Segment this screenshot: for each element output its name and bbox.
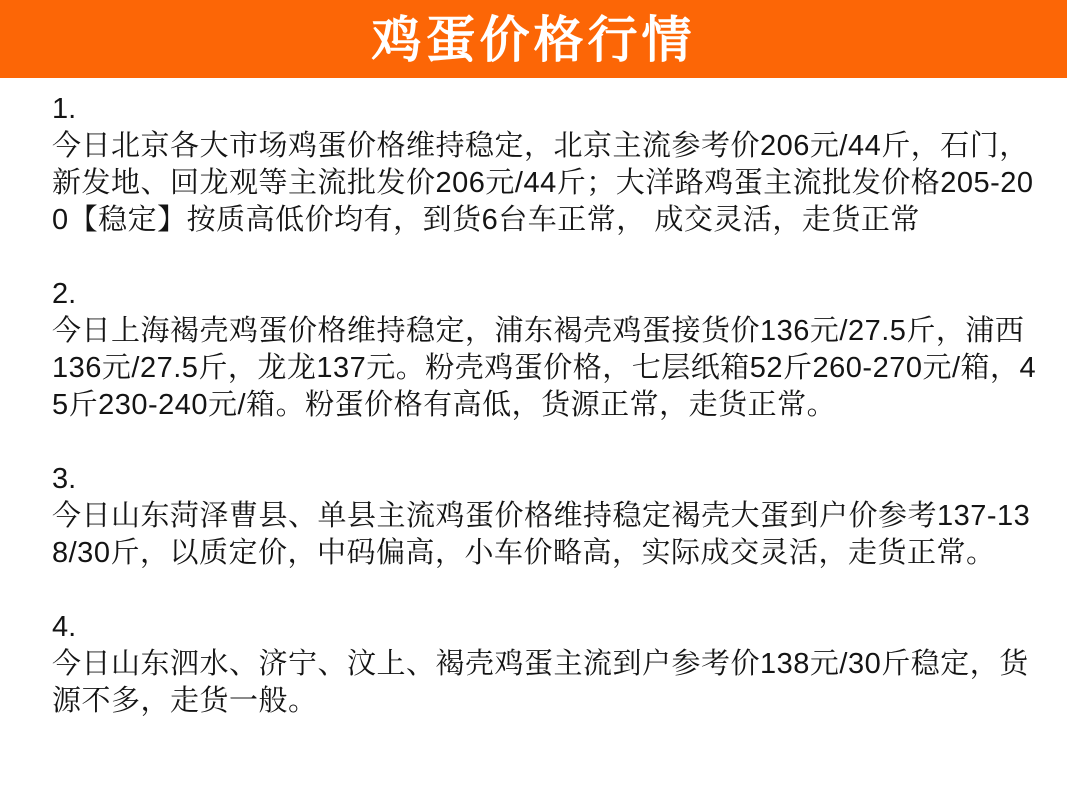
report-section-3: [52, 461, 1039, 572]
section-number: 3.: [52, 463, 77, 495]
page-title: 鸡蛋价格行情: [371, 12, 696, 68]
section-text: 今日上海褐壳鸡蛋价格维持稳定，浦东褐壳鸡蛋接货价136元/27.5斤，浦西136元/27.5斤，龙龙137元。粉壳鸡蛋价格，七层纸箱52斤260-270元/箱，45斤230-240元/箱。粉蛋价格有高低，货源正常，走货正常。: [52, 315, 1037, 421]
report-section-1: [52, 91, 1039, 239]
section-number: 1.: [52, 93, 77, 125]
section-text: 今日山东泗水、济宁、汶上、褐壳鸡蛋主流到户参考价138元/30斤稳定，货源不多，走货一般。: [52, 648, 1029, 717]
section-text: 今日山东菏泽曹县、单县主流鸡蛋价格维持稳定褐壳大蛋到户价参考137-138/30斤，以质定价，中码偏高，小车价略高，实际成交灵活，走货正常。: [52, 500, 1031, 569]
header-band: [0, 0, 1067, 78]
section-number: 4.: [52, 611, 77, 643]
section-text: 今日北京各大市场鸡蛋价格维持稳定，北京主流参考价206元/44斤，石门，新发地、回龙观等主流批发价206元/44斤；大洋路鸡蛋主流批发价格205-200【稳定】按质高低价均有，到货6台车正常， 成交灵活，走货正常: [52, 130, 1034, 236]
section-number: 2.: [52, 278, 77, 310]
report-section-2: [52, 276, 1039, 424]
report-section-4: [52, 609, 1039, 720]
report-body: [0, 78, 1067, 720]
